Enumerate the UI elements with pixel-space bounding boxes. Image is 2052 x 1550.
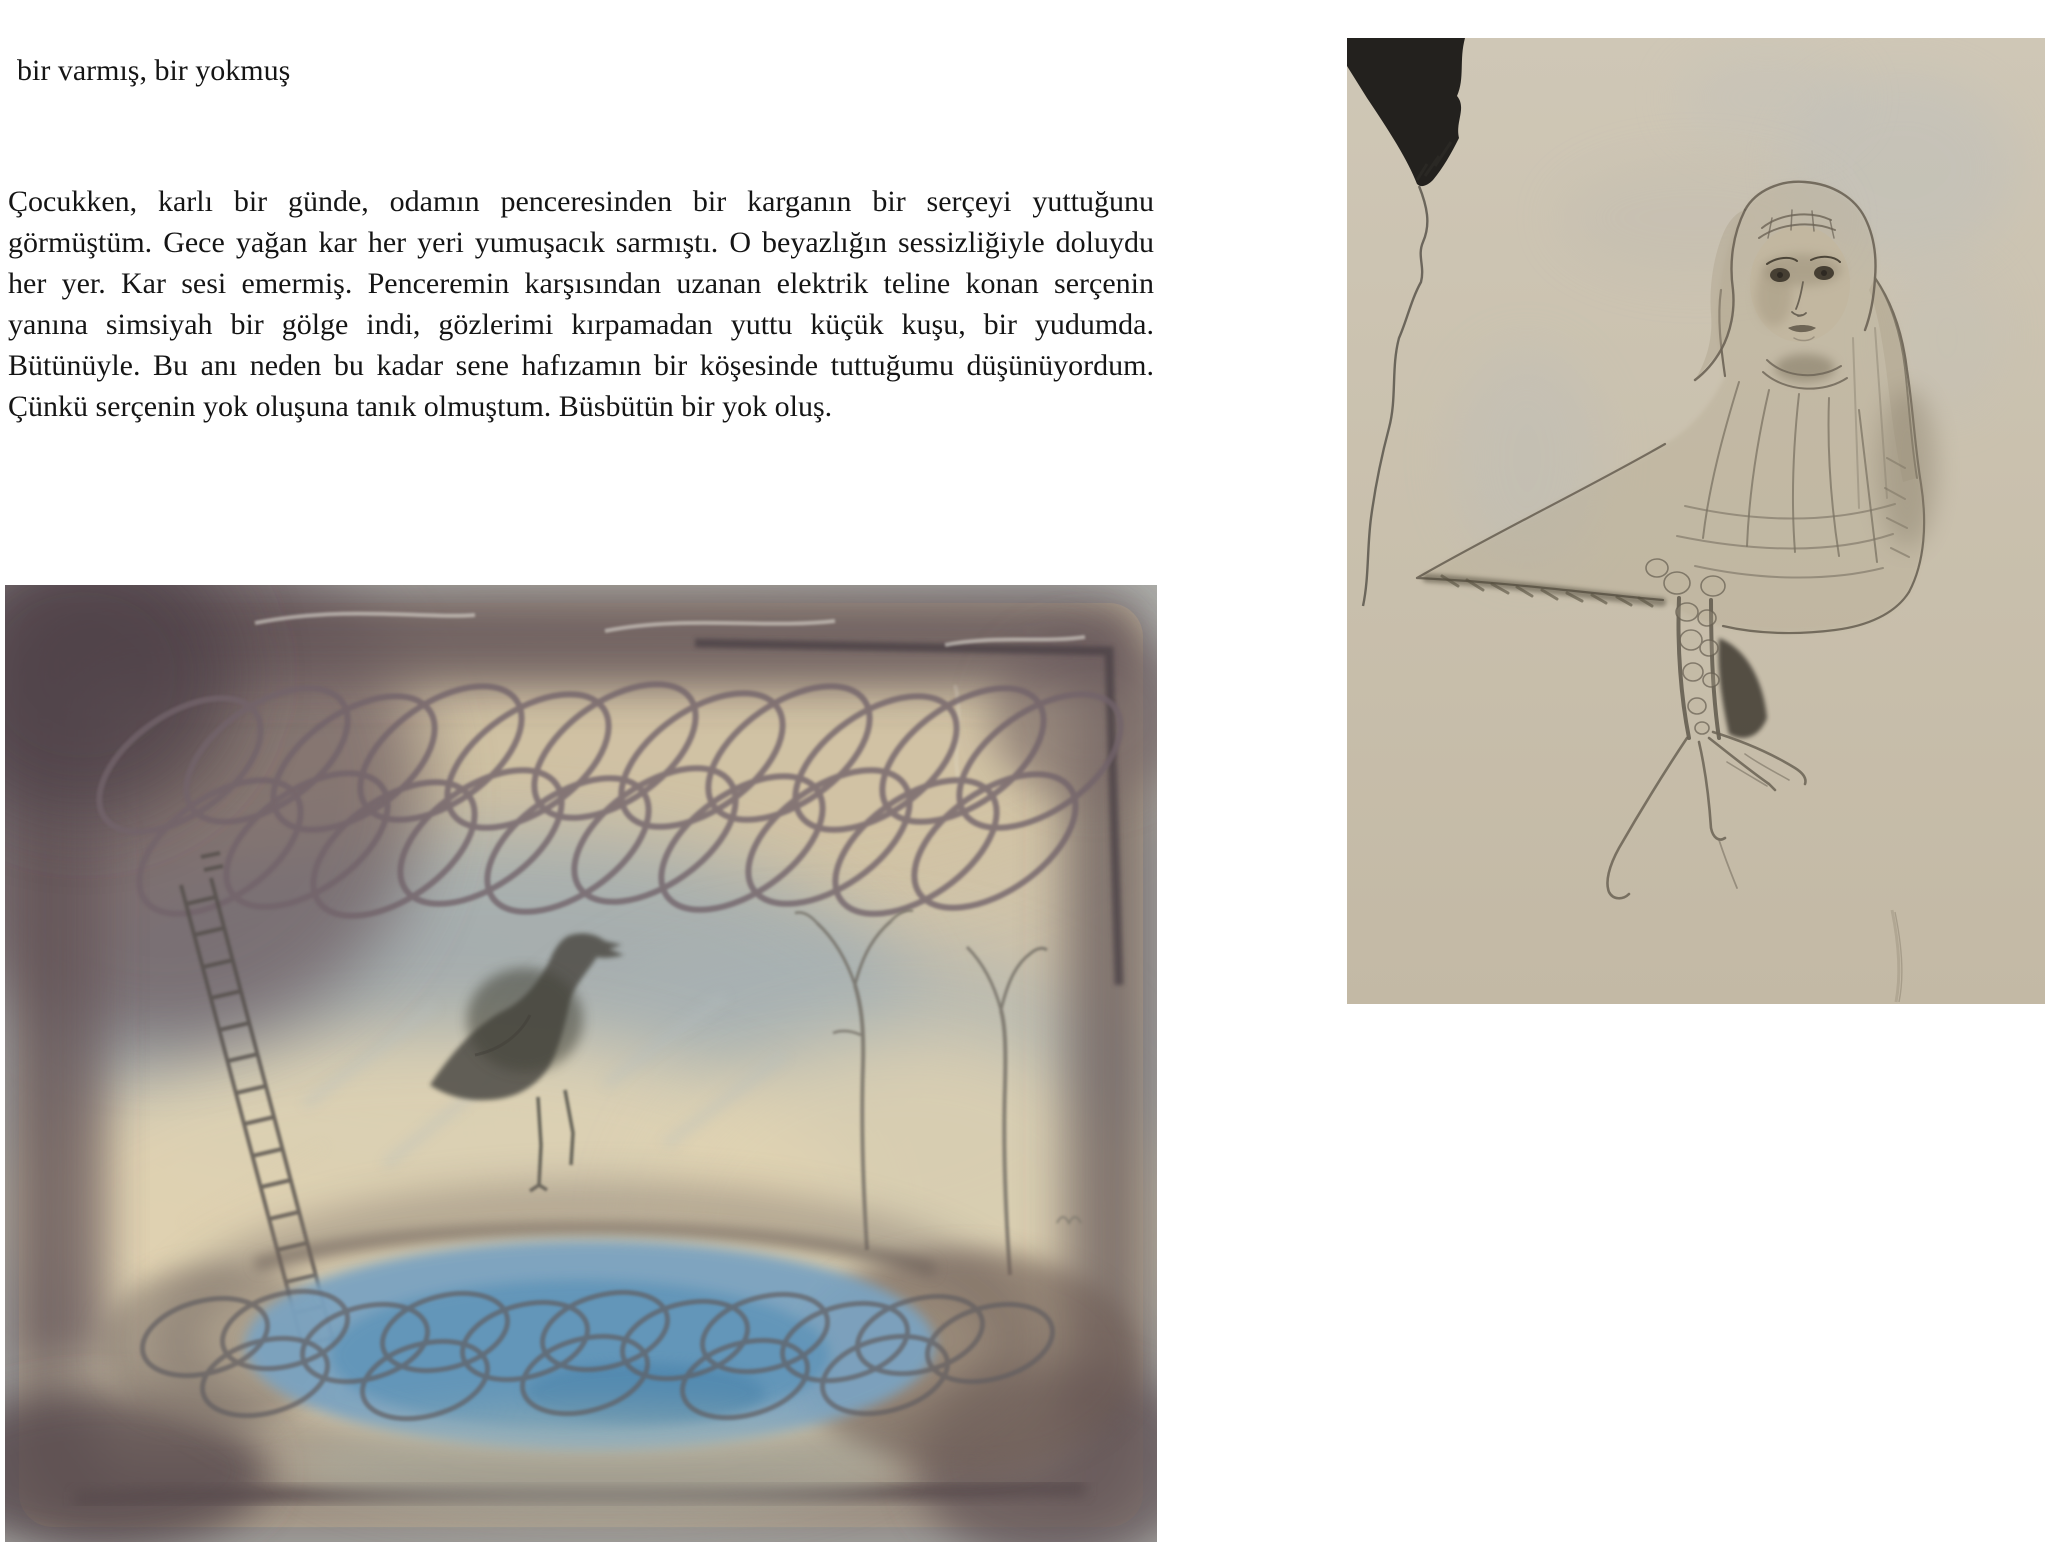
- story-title: bir varmış, bir yokmuş: [17, 54, 291, 87]
- story-paragraph: Çocukken, karlı bir günde, odamın penceresinden bir karganın bir serçeyi yuttuğunu görmüştüm. Gece yağan kar her yeri yumuşacık sarmıştı. O beyazlığın sessizliğiyle doluydu her yer. Kar sesi emermiş. Penceremin karşısından uzanan elektrik teline konan serçenin yanına simsiyah bir gölge indi, gözlerimi kırpamadan yuttu küçük kuşu, bir yudumda. Bütünüyle. Bu anı neden bu kadar sene hafızamın bir köşesinde tuttuğumu düşünüyordum. Çünkü serçenin yok oluşuna tanık olmuştum. Büsbütün bir yok oluş.: [8, 185, 1154, 423]
- left-artwork-pastel-bird-scene: [5, 585, 1157, 1542]
- right-artwork-pencil-harpy: [1347, 38, 2045, 1004]
